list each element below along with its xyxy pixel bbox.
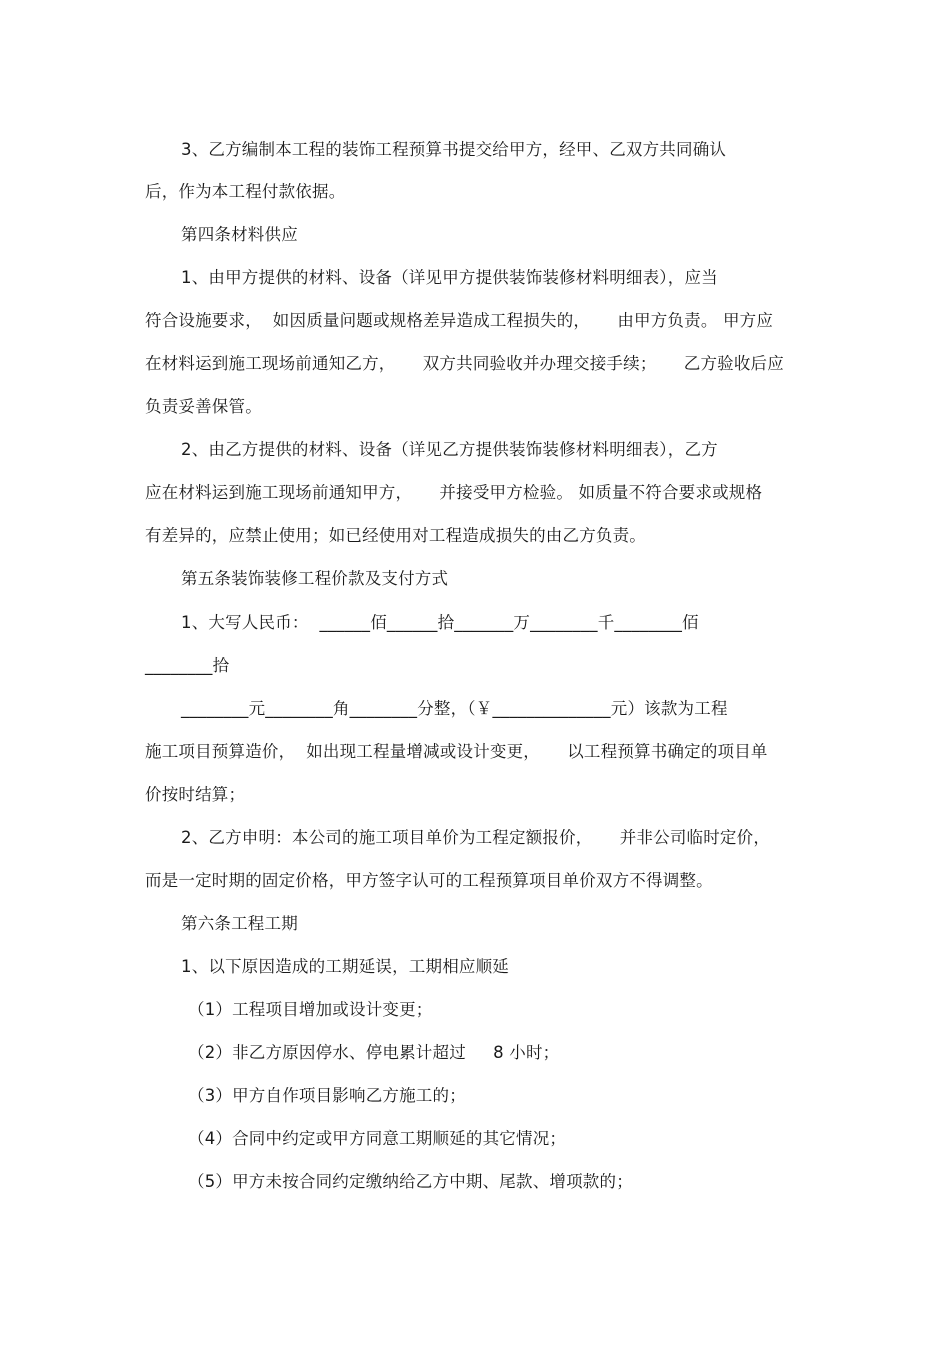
article-5-heading: 第五条装饰装修工程价款及支付方式 (181, 569, 449, 588)
article-5-item-1-amount-line-2: ________拾 (145, 656, 230, 675)
article-6-sub-item-4: （4）合同中约定或甲方同意工期顺延的其它情况； (188, 1129, 567, 1148)
article-4-item-1-line-1: 1、由甲方提供的材料、设备（详见甲方提供装饰装修材料明细表），应当 (181, 268, 718, 287)
article-4-item-2-line-3: 有差异的，应禁止使用；如已经使用对工程造成损失的由乙方负责。 (145, 526, 646, 545)
article-5-item-1-amount-line-1: 1、大写人民币： ______佰______拾_______万________千________佰 (181, 613, 699, 632)
article-4-item-1-line-4: 负责妥善保管。 (145, 397, 262, 416)
article-6-item-1: 1、以下原因造成的工期延误，工期相应顺延 (181, 957, 509, 976)
article-5-item-2-line-1: 2、乙方申明：本公司的施工项目单价为工程定额报价， 并非公司临时定价， (181, 828, 771, 847)
clause-3-line-1: 3、乙方编制本工程的装饰工程预算书提交给甲方，经甲、乙双方共同确认 (181, 140, 727, 159)
article-4-item-2-line-2: 应在材料运到施工现场前通知甲方， 并接受甲方检验。 如质量不符合要求或规格 (145, 483, 763, 502)
article-4-item-2-line-1: 2、由乙方提供的材料、设备（详见乙方提供装饰装修材料明细表），乙方 (181, 440, 718, 459)
article-6-sub-item-1: （1）工程项目增加或设计变更； (188, 1000, 433, 1019)
article-6-sub-item-2: （2）非乙方原因停水、停电累计超过 8 小时； (188, 1043, 560, 1062)
article-6-heading: 第六条工程工期 (181, 914, 298, 933)
article-5-item-2-line-2: 而是一定时期的固定价格，甲方签字认可的工程预算项目单价双方不得调整。 (145, 871, 713, 890)
article-4-heading: 第四条材料供应 (181, 225, 298, 244)
clause-3-line-2: 后，作为本工程付款依据。 (145, 182, 346, 201)
article-5-item-1-line-5: 价按时结算； (145, 785, 246, 804)
article-6-sub-item-3: （3）甲方自作项目影响乙方施工的； (188, 1086, 466, 1105)
article-4-item-1-line-2: 符合设施要求， 如因质量问题或规格差异造成工程损失的， 由甲方负责。 甲方应 (145, 311, 774, 330)
article-4-item-1-line-3: 在材料运到施工现场前通知乙方， 双方共同验收并办理交接手续； 乙方验收后应 (145, 354, 784, 373)
article-6-sub-item-5: （5）甲方未按合同约定缴纳给乙方中期、尾款、增项款的； (188, 1172, 633, 1191)
article-5-item-1-amount-line-3: ________元________角________分整，（￥______________元）该款为工程 (181, 699, 728, 718)
article-5-item-1-line-4: 施工项目预算造价， 如出现工程量增减或设计变更， 以工程预算书确定的项目单 (145, 742, 768, 761)
